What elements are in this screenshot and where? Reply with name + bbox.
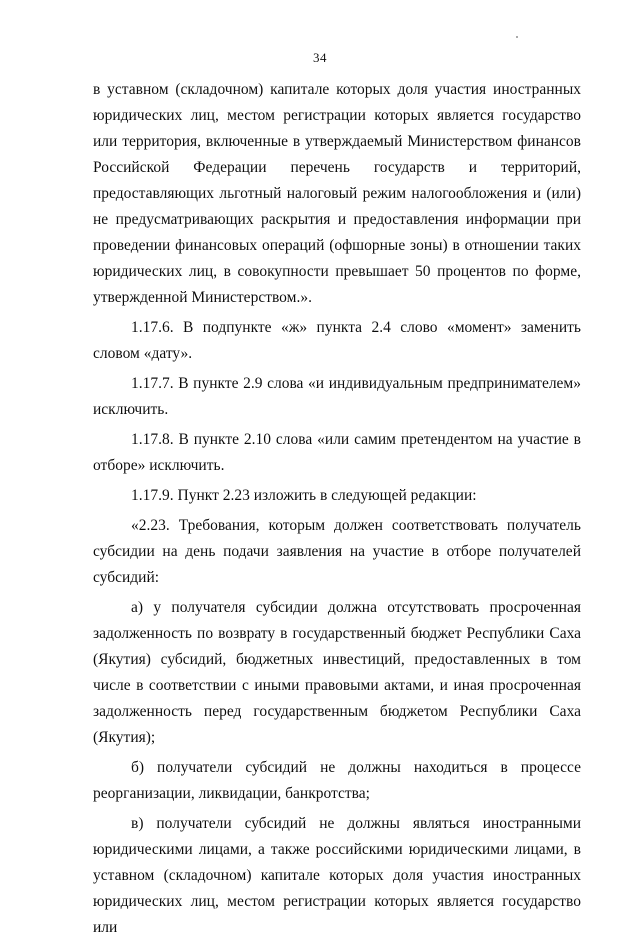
paragraph-continuation: в уставном (складочном) капитале которых доля участия иностранных юридических лиц, местом регистрации которых является государство или территория, включенные в утверждаемый Министерством финансов Российской Федерации перечень государств и территорий, предоставляющих льготный налоговый режим налогообложения и (или) не предусматривающих раскрытия и предоставления информации при проведении финансовых операций (офшорные зоны) в отношении таких юридических лиц, в совокупности превышает 50 процентов по форме, утвержденной Министерством.». bbox=[93, 81, 581, 306]
paragraph-2-23: «2.23. Требования, которым должен соответствовать получатель субсидии на день подачи заявления на участие в отборе получателей субсидий: bbox=[93, 517, 581, 586]
document-body bbox=[93, 77, 581, 941]
paragraph-1-17-6: 1.17.6. В подпункте «ж» пункта 2.4 слово «момент» заменить словом «дату». bbox=[93, 319, 581, 362]
page-number: 34 bbox=[313, 50, 327, 65]
paragraph-item-b: б) получатели субсидий не должны находиться в процессе реорганизации, ликвидации, банкротства; bbox=[93, 759, 581, 802]
scan-speck bbox=[516, 36, 518, 38]
paragraph-1-17-7: 1.17.7. В пункте 2.9 слова «и индивидуальным предпринимателем» исключить. bbox=[93, 375, 581, 418]
paragraph-1-17-9: 1.17.9. Пункт 2.23 изложить в следующей редакции: bbox=[131, 487, 477, 504]
paragraph-item-v: в) получатели субсидий не должны являться иностранными юридическими лицами, а также российскими юридическими лицами, в уставном (складочном) капитале которых доля участия иностранных юридических лиц, местом регистрации которых является государство или bbox=[93, 815, 581, 936]
paragraph-1-17-8: 1.17.8. В пункте 2.10 слова «или самим претендентом на участие в отборе» исключить. bbox=[93, 431, 581, 474]
paragraph-item-a: а) у получателя субсидии должна отсутствовать просроченная задолженность по возврату в государственный бюджет Республики Саха (Якутия) субсидий, бюджетных инвестиций, предоставленных в том числе в соответствии с иными правовыми актами, и иная просроченная задолженность перед государственным бюджетом Республики Саха (Якутия); bbox=[93, 599, 581, 746]
